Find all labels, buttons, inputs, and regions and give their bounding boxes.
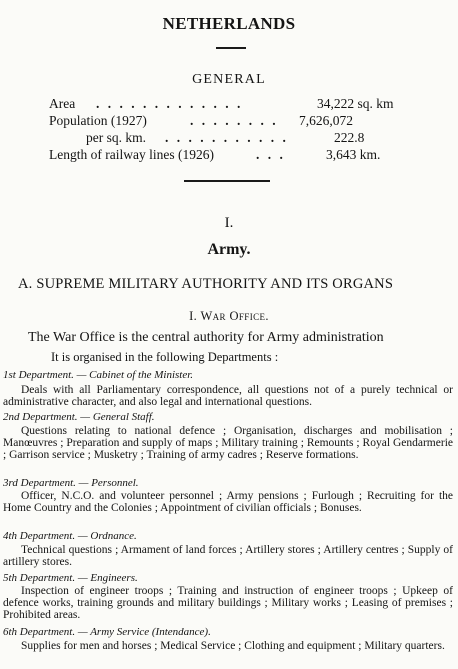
chapter-title: Army. xyxy=(207,241,251,258)
stat-value: 7,626,072 xyxy=(299,113,353,128)
stat-row-railway xyxy=(0,147,458,164)
department-name: — Cabinet of the Minister. xyxy=(76,369,194,381)
department-text: Supplies for men and horses ; Medical Service ; Clothing and equipment ; Military quarters. xyxy=(21,640,445,652)
section-rule xyxy=(184,180,270,182)
general-heading: GENERAL xyxy=(192,72,266,87)
department-text: Inspection of engineer troops ; Training and instruction of engineer troops ; Upkeep of defence works, training grounds and military buildings ; Military works ; Leasing of premises ; Prohibited areas. xyxy=(3,585,453,622)
department-number: 6th Department. xyxy=(3,626,76,638)
department-text: Deals with all Parliamentary correspondence, all questions not of a purely technical or administrative character, and also legal and international questions. xyxy=(3,384,453,409)
department-number: 2nd Department. xyxy=(3,411,78,423)
department-heading xyxy=(3,626,211,638)
department-heading xyxy=(3,369,193,381)
country-title: NETHERLANDS xyxy=(162,14,296,33)
department-text: Technical questions ; Armament of land forces ; Artillery stores ; Artillery centres ; Supply of artillery stores. xyxy=(3,544,453,569)
stat-label: Area xyxy=(49,96,76,111)
stat-row-population xyxy=(0,113,458,130)
department-number: 3rd Department. xyxy=(3,477,76,489)
section-title: A. SUPREME MILITARY AUTHORITY AND ITS ORGANS xyxy=(18,276,394,292)
department-heading xyxy=(3,411,155,423)
stat-row-area xyxy=(0,96,458,113)
leader-dots: . . . . . . . . . . . . . xyxy=(96,96,243,111)
department-number: 1st Department. xyxy=(3,369,74,381)
stat-value: 222.8 xyxy=(334,130,365,145)
department-heading xyxy=(3,572,138,584)
stat-value: 3,643 km. xyxy=(326,147,381,162)
department-text: Officer, N.C.O. and volunteer personnel ; Army pensions ; Furlough ; Recruiting for the Home Country and the Colonies ; Appointment of civilian officials ; Bonuses. xyxy=(3,490,453,515)
department-text: Questions relating to national defence ; Organisation, discharges and mobilisation ; Manœuvres ; Preparation and supply of maps ; Military training ; Remounts ; Royal Gendarmerie ; Garrison service ; Musketry ; Training of army cadres ; Reserve formations. xyxy=(3,425,453,462)
department-heading xyxy=(3,530,137,542)
stat-label: Length of railway lines (1926) xyxy=(49,147,214,162)
department-name: — General Staff. xyxy=(80,411,155,423)
stat-row-density xyxy=(0,130,458,147)
department-name: — Personnel. xyxy=(78,477,139,489)
stat-label: per sq. km. xyxy=(86,130,146,145)
department-number: 5th Department. xyxy=(3,572,76,584)
title-rule xyxy=(216,47,246,49)
leader-dots: . . . . . . . . . . . xyxy=(165,130,289,145)
department-name: — Engineers. xyxy=(77,572,138,584)
department-name: — Ordnance. xyxy=(77,530,137,542)
intro-subline: It is organised in the following Departments : xyxy=(51,350,279,364)
department-name: — Army Service (Intendance). xyxy=(77,626,211,638)
stat-label: Population (1927) xyxy=(49,113,147,128)
subsection-title: I. War Office. xyxy=(189,309,269,323)
leader-dots: . . . . . . . . xyxy=(190,113,279,128)
intro-paragraph: The War Office is the central authority for Army administration xyxy=(28,330,384,345)
department-heading xyxy=(3,477,139,489)
leader-dots: . . . xyxy=(256,147,286,162)
stat-value: 34,222 sq. km xyxy=(317,96,394,111)
chapter-numeral: I. xyxy=(224,215,234,231)
department-number: 4th Department. xyxy=(3,530,76,542)
